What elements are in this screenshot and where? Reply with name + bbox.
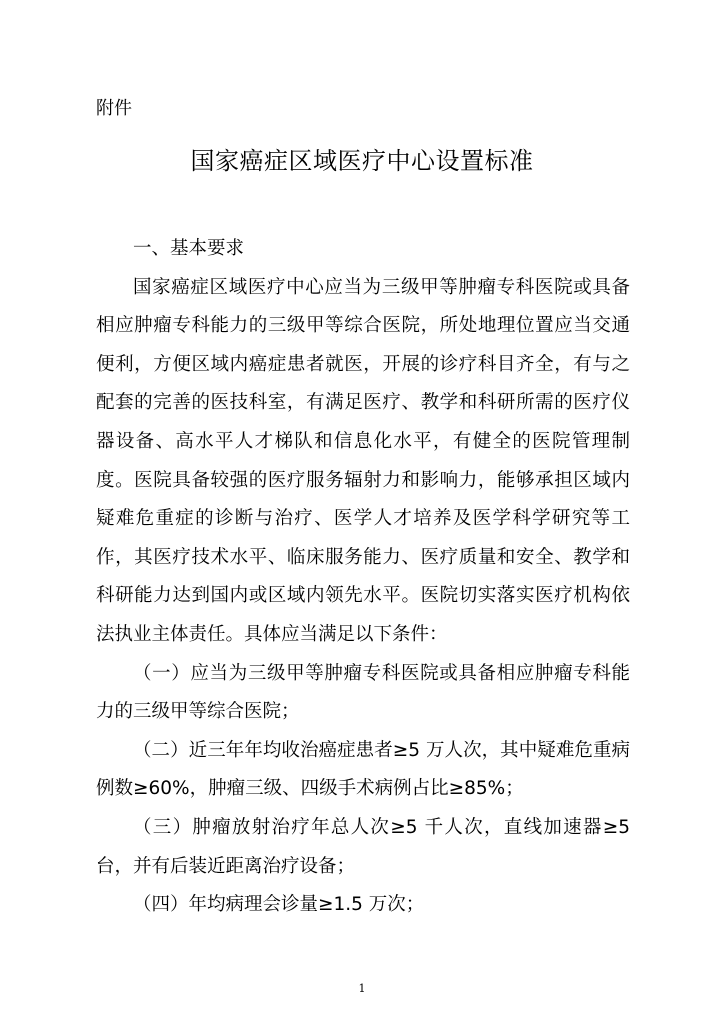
paragraph-item-3: （三）肿瘤放射治疗年总人次≥5 千人次，直线加速器≥5 台，并有后装近距离治疗设备； [96,816,630,877]
paragraph-intro: 国家癌症区域医疗中心应当为三级甲等肿瘤专科医院或具备相应肿瘤专科能力的三级甲等综合医院，所处地理位置应当交通便利，方便区域内癌症患者就医，开展的诊疗科目齐全，有与之配套的完善的医技科室，有满足医疗、教学和科研所需的医疗仪器设备、高水平人才梯队和信息化水平，有健全的医院管理制度。医院具备较强的医疗服务辐射力和影响力，能够承担区域内疑难危重症的诊断与治疗、医学人才培养及医学科学研究等工作，其医疗技术水平、临床服务能力、医疗质量和安全、教学和科研能力达到国内或区域内领先水平。医院切实落实医疗机构依法执业主体责任。具体应当满足以下条件： [96,276,630,645]
paragraph-item-2: （二）近三年年均收治癌症患者≥5 万人次，其中疑难危重病例数≥60%，肿瘤三级、四级手术病例占比≥85%； [96,739,630,800]
document-title: 国家癌症区域医疗中心设置标准 [190,147,534,175]
section-heading: 一、基本要求 [133,238,245,259]
paragraph-item-4: （四）年均病理会诊量≥1.5 万次； [133,894,425,916]
document-body [96,230,630,925]
paragraph-item-1: （一）应当为三级甲等肿瘤专科医院或具备相应肿瘤专科能力的三级甲等综合医院； [96,662,630,723]
page-number: 1 [358,982,366,995]
annex-label: 附件 [96,98,132,119]
